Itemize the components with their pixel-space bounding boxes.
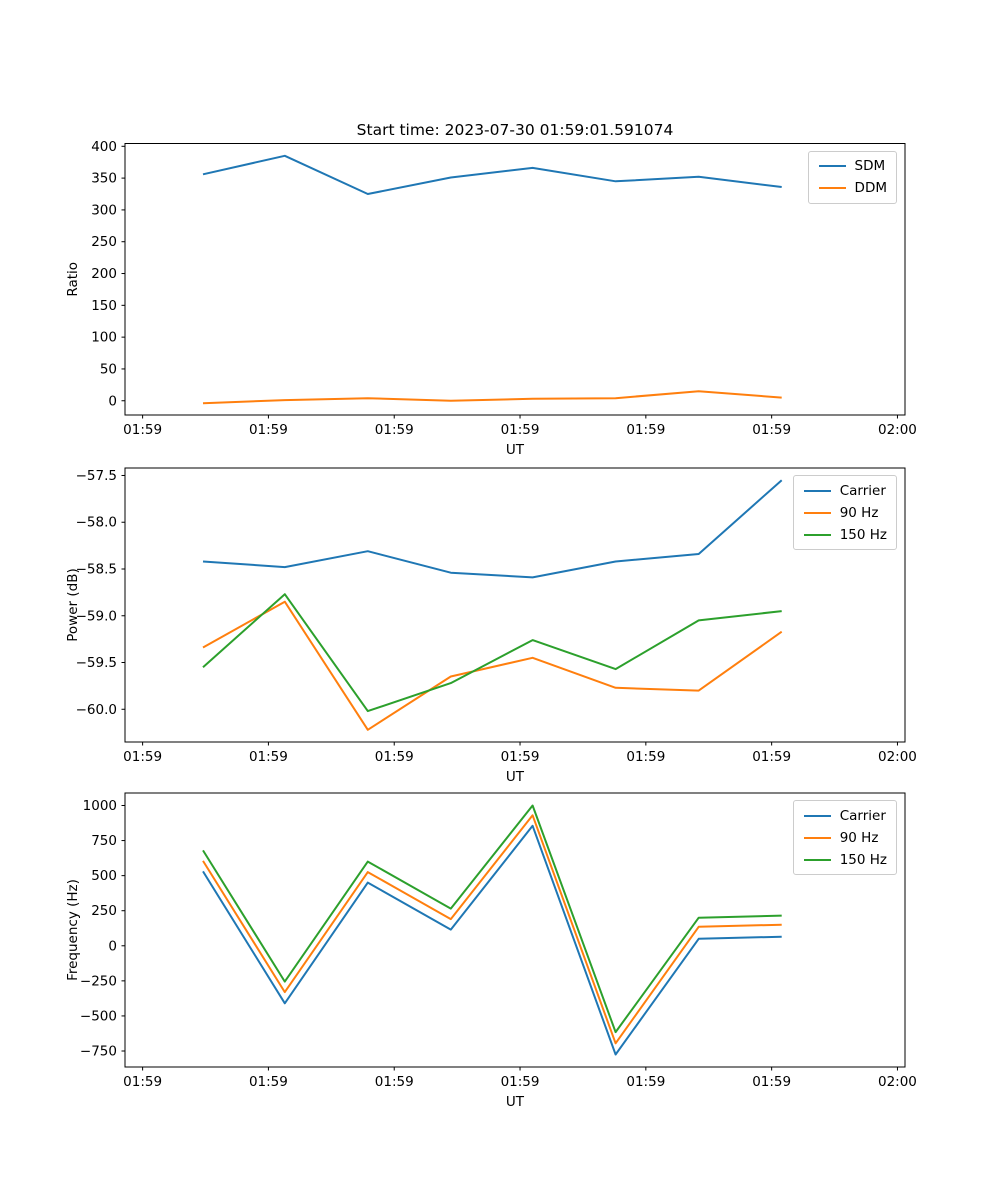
x-tick-label: 01:59 (123, 749, 163, 765)
legend-label: 150 Hz (839, 851, 887, 868)
y-tick-label: −59.5 (75, 655, 117, 672)
legend-item-carrier (804, 805, 887, 826)
ratio-chart-line-sdm (203, 156, 782, 194)
legend-label: DDM (854, 180, 887, 196)
legend-item-150-hz (804, 849, 887, 870)
legend-line-swatch (819, 165, 846, 167)
y-tick-label: 750 (91, 833, 117, 850)
y-tick-label: 250 (91, 234, 117, 251)
x-tick-label: 01:59 (752, 1074, 792, 1090)
y-tick-label: −58.5 (75, 561, 117, 578)
legend-item-carrier (804, 480, 887, 501)
frequency-chart-ylabel: Frequency (Hz) (65, 879, 81, 981)
x-tick-label: 01:59 (626, 749, 666, 765)
y-tick-label: 500 (91, 868, 117, 885)
legend-item-ddm (819, 178, 887, 199)
x-tick-label: 01:59 (626, 422, 666, 438)
legend-line-swatch (804, 859, 831, 861)
x-tick-label: 01:59 (374, 749, 414, 765)
power-chart-line-150-hz (203, 594, 782, 711)
power-chart-ylabel: Power (dB) (65, 568, 81, 642)
y-tick-label: −58.0 (75, 514, 117, 531)
legend-line-swatch (804, 815, 831, 817)
x-tick-label: 01:59 (374, 422, 414, 438)
frequency-chart-legend (793, 800, 897, 875)
frequency-chart (65, 793, 917, 1110)
legend-item-90-hz (804, 502, 887, 523)
y-tick-label: 150 (91, 297, 117, 314)
x-tick-label: 02:00 (877, 422, 917, 438)
frequency-chart-frame (125, 793, 905, 1067)
y-tick-label: −60.0 (75, 701, 117, 718)
legend-line-swatch (804, 534, 831, 536)
ratio-chart-frame (125, 144, 905, 416)
x-tick-label: 02:00 (877, 1074, 917, 1090)
legend-item-sdm (819, 156, 887, 177)
y-tick-label: 50 (99, 361, 117, 378)
ratio-chart-line-ddm (203, 391, 782, 403)
power-chart (65, 468, 917, 785)
y-tick-label: −750 (79, 1043, 117, 1060)
x-tick-label: 01:59 (123, 1074, 163, 1090)
legend-label: 90 Hz (839, 829, 879, 846)
y-tick-label: 250 (91, 903, 117, 920)
x-tick-label: 01:59 (752, 422, 792, 438)
legend-item-90-hz (804, 827, 887, 848)
legend-label: 90 Hz (839, 504, 879, 521)
x-tick-label: 01:59 (374, 1074, 414, 1090)
legend-label: SDM (854, 158, 886, 174)
power-chart-line-90-hz (203, 602, 782, 730)
figure-title: Start time: 2023-07-30 01:59:01.591074 (356, 121, 674, 139)
legend-line-swatch (804, 512, 831, 514)
y-tick-label: 300 (91, 202, 117, 219)
legend-label: Carrier (839, 482, 886, 499)
x-tick-label: 01:59 (752, 749, 792, 765)
x-tick-label: 01:59 (626, 1074, 666, 1090)
ratio-chart-xlabel: UT (505, 442, 525, 458)
y-tick-label: 100 (91, 329, 117, 346)
x-tick-label: 01:59 (248, 1074, 288, 1090)
x-tick-label: 02:00 (877, 749, 917, 765)
x-tick-label: 01:59 (500, 422, 540, 438)
frequency-chart-line-carrier (203, 826, 782, 1055)
power-chart-frame (125, 468, 905, 742)
y-tick-label: 400 (91, 138, 117, 155)
ratio-chart (65, 139, 917, 458)
y-tick-label: 0 (108, 938, 117, 955)
legend-label: 150 Hz (839, 526, 887, 543)
legend-line-swatch (804, 837, 831, 839)
power-chart-line-carrier (203, 480, 782, 577)
y-tick-label: 350 (91, 170, 117, 187)
power-chart-xlabel: UT (505, 769, 525, 785)
legend-label: Carrier (839, 807, 886, 824)
legend-item-150-hz (804, 524, 887, 545)
x-tick-label: 01:59 (123, 422, 163, 438)
y-tick-label: −500 (79, 1008, 117, 1025)
y-tick-label: −250 (79, 973, 117, 990)
legend-line-swatch (819, 187, 846, 189)
x-tick-label: 01:59 (248, 749, 288, 765)
x-tick-label: 01:59 (248, 422, 288, 438)
power-chart-legend (793, 475, 897, 550)
x-tick-label: 01:59 (500, 749, 540, 765)
y-tick-label: 0 (108, 393, 117, 410)
frequency-chart-xlabel: UT (505, 1094, 525, 1110)
legend-line-swatch (804, 490, 831, 492)
x-tick-label: 01:59 (500, 1074, 540, 1090)
ratio-chart-ylabel: Ratio (65, 261, 81, 297)
frequency-chart-line-90-hz (203, 815, 782, 1043)
y-tick-label: −57.5 (75, 467, 117, 484)
ratio-chart-legend (808, 151, 897, 204)
frequency-chart-line-150-hz (203, 806, 782, 1033)
y-tick-label: 200 (91, 266, 117, 283)
y-tick-label: −59.0 (75, 608, 117, 625)
y-tick-label: 1000 (82, 797, 117, 814)
